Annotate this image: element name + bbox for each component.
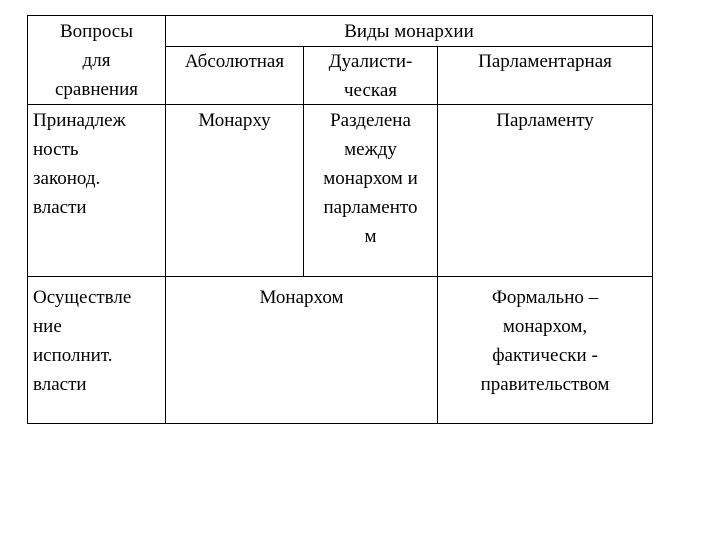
- row1-question: Принадлеж ность законод. власти: [33, 110, 126, 218]
- header-parliamentary: Парламентарная: [478, 51, 612, 72]
- row2-parliamentary: Формально – монархом, фактически - правительством: [480, 287, 610, 395]
- header-absolute: Абсолютная: [184, 51, 285, 72]
- column-divider-questions: [165, 15, 166, 424]
- row1-absolute: Монарху: [198, 110, 271, 131]
- row2-question: Осуществле ние исполнит. власти: [33, 287, 132, 395]
- header-questions: Вопросы для сравнения: [54, 21, 138, 100]
- header-monarchy-types: Виды монархии: [344, 21, 474, 42]
- table-border-bottom: [27, 423, 653, 424]
- row1-parliamentary: Парламенту: [496, 110, 594, 131]
- row-divider: [27, 276, 653, 277]
- header-dualistic: Дуалисти- ческая: [328, 51, 413, 101]
- table-border-top: [27, 15, 653, 16]
- table-border-right: [652, 15, 653, 424]
- row1-dualistic: Разделена между монархом и парламенто м: [323, 110, 418, 247]
- row2-absolute-dualistic: Монархом: [259, 287, 344, 308]
